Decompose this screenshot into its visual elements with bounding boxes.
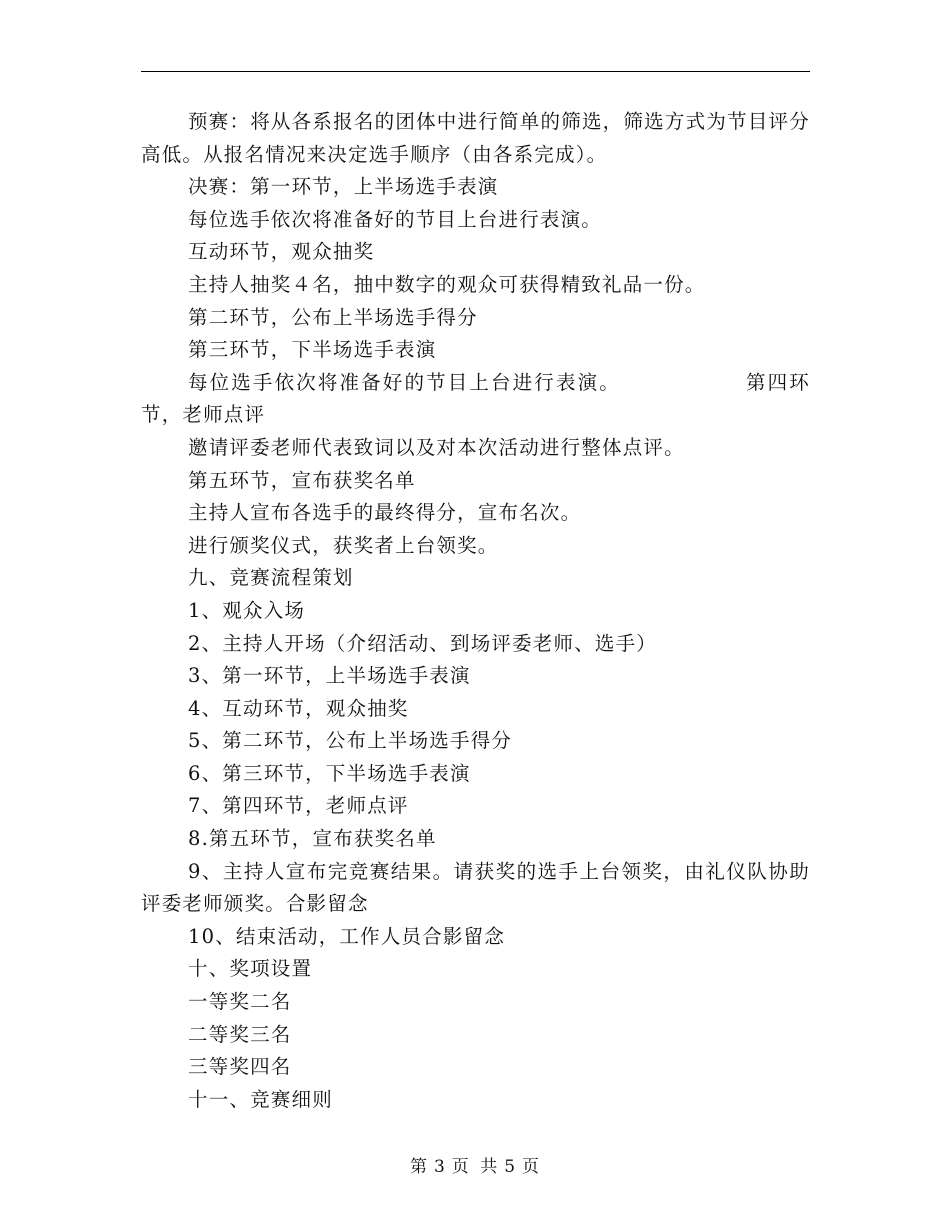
- footer-current-page: 3: [433, 1157, 446, 1177]
- footer-total-pages: 5: [504, 1157, 517, 1177]
- paragraph: 每位选手依次将准备好的节目上台进行表演。: [188, 207, 603, 231]
- list-item: 8.第五环节，宣布获奖名单: [188, 827, 437, 851]
- paragraph-final: 决赛：第一环节，上半场选手表演: [188, 175, 499, 199]
- list-item: 5、第二环节，公布上半场选手得分: [188, 729, 513, 753]
- paragraph: 互动环节，观众抽奖: [188, 240, 375, 264]
- paragraph: 第五环节，宣布获奖名单: [188, 468, 416, 492]
- header-rule: [141, 71, 810, 72]
- award-item: 三等奖四名: [188, 1055, 292, 1079]
- list-item: 4、互动环节，观众抽奖: [188, 696, 409, 720]
- list-item: 10、结束活动，工作人员合影留念: [188, 924, 506, 948]
- footer-middle: 页 共: [451, 1157, 499, 1177]
- page-footer: [0, 1152, 950, 1177]
- paragraph: 主持人抽奖４名，抽中数字的观众可获得精致礼品一份。: [188, 272, 706, 296]
- list-item: 9、主持人宣布完竞赛结果。请获奖的选手上台领奖，由礼仪队协助评委老师颁奖。合影留念: [141, 859, 810, 916]
- paragraph: 每位选手依次将准备好的节目上台进行表演。 第四环节，老师点评: [141, 370, 810, 427]
- footer-suffix: 页: [522, 1157, 541, 1177]
- list-item: 6、第三环节，下半场选手表演: [188, 761, 471, 785]
- paragraph-prelim: 预赛：将从各系报名的团体中进行简单的筛选，筛选方式为节目评分高低。从报名情况来决定选手顺序（由各系完成）。: [141, 110, 810, 166]
- footer-prefix: 第: [409, 1157, 428, 1177]
- section-heading: 十、奖项设置: [188, 957, 313, 981]
- list-item: 1、观众入场: [188, 598, 306, 622]
- section-heading: 十一、竞赛细则: [188, 1087, 333, 1111]
- paragraph: 主持人宣布各选手的最终得分，宣布名次。: [188, 501, 582, 525]
- document-body: [141, 106, 810, 1116]
- paragraph: 进行颁奖仪式，获奖者上台领奖。: [188, 533, 499, 557]
- section-heading: 九、竞赛流程策划: [188, 566, 354, 590]
- list-item: 7、第四环节，老师点评: [188, 794, 409, 818]
- list-item: 2、主持人开场（介绍活动、到场评委老师、选手）: [188, 631, 658, 655]
- paragraph: 邀请评委老师代表致词以及对本次活动进行整体点评。: [188, 435, 685, 459]
- paragraph: 第三环节，下半场选手表演: [188, 338, 437, 362]
- award-item: 二等奖三名: [188, 1022, 292, 1046]
- list-item: 3、第一环节，上半场选手表演: [188, 664, 471, 688]
- award-item: 一等奖二名: [188, 990, 292, 1014]
- paragraph: 第二环节，公布上半场选手得分: [188, 305, 478, 329]
